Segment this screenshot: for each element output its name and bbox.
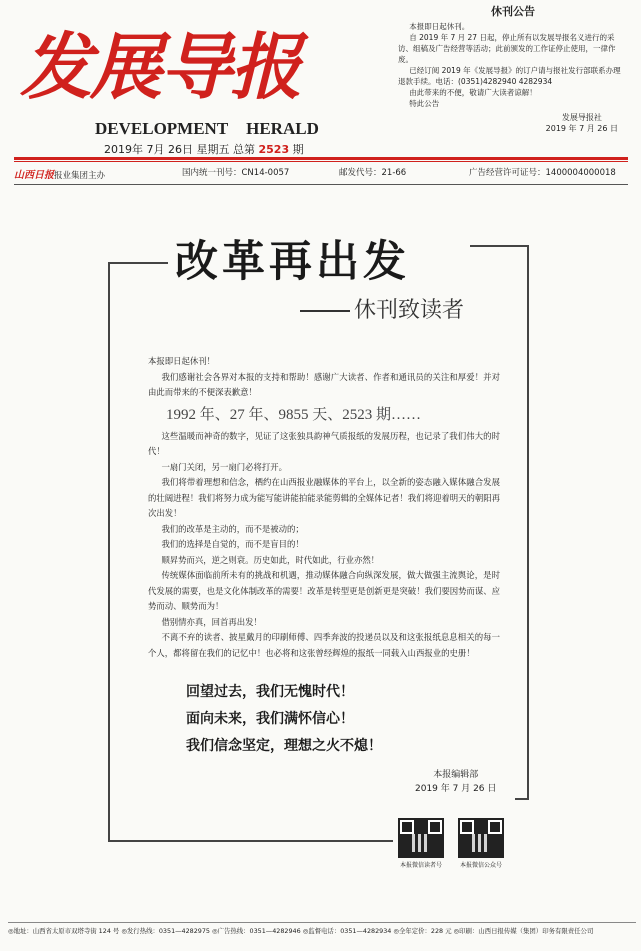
slogan: 我们信念坚定，理想之火不熄！	[186, 738, 382, 754]
frame-line	[108, 262, 168, 264]
article-subhead	[300, 293, 464, 324]
notice-signature	[546, 112, 618, 134]
masthead-title: 发展导报	[20, 24, 301, 109]
letter-paragraph: 一扇门关闭，另一扇门必将打开。	[161, 461, 288, 472]
notice-title: 休刊公告	[491, 5, 535, 18]
frame-line	[527, 245, 529, 800]
notice-line: 已经订阅 2019 年《发展导报》的订户请与报社发行部联系办理退款手续。电话：(0351)4282940 4282934	[398, 66, 621, 86]
notice-line: 自 2019 年 7 月 27 日起，停止所有以发展导报名义进行的采访、组稿及广告经营等活动；此前颁发的工作证停止使用，一律作废。	[398, 33, 616, 64]
date-line: 2019年 7月 26日 星期五 总第	[104, 143, 255, 156]
letter-paragraph: 顺昇势而兴，逆之则衰。历史如此，时代如此，行业亦然！	[161, 554, 380, 565]
article-headline: 改革再出发	[175, 237, 410, 287]
qr-box[interactable]	[456, 818, 506, 870]
info-rule	[14, 184, 628, 185]
footer: ◎地址：山西省太原市双塔寺街 124 号 ◎发行热线：0351—4282975 ◎广告热线：0351—4282946 ◎监督电话：0351—4282934 ◎全年定价：228 元 ◎印刷：山西日报传媒（集团）印务有限责任公司	[8, 922, 636, 940]
issue-suffix: 期	[292, 143, 304, 156]
letter-paragraph: 借别情亦真，回首再出发！	[161, 616, 262, 627]
issue-number: 2523	[258, 143, 290, 156]
notice-line: 由此带来的不便，敬请广大读者谅解！	[409, 88, 537, 97]
issue-line	[104, 141, 304, 157]
subhead-dash	[300, 310, 350, 312]
sponsor	[14, 166, 105, 181]
letter-paragraph: 这些温暖而神奇的数字，见证了这张独具韵神气质报纸的发展历程，也记录了我们伟大的时代！	[148, 430, 500, 456]
letter-highlight: 1992 年、27 年、9855 天、2523 期……	[166, 406, 422, 423]
masthead-rule-thin	[14, 161, 628, 162]
masthead-english-title: DEVELOPMENT HERALD	[95, 119, 319, 138]
frame-line	[470, 245, 529, 247]
letter-paragraph: 传统媒体面临前所未有的挑战和机遇，推动媒体融合向纵深发展，做大做强主流舆论，是时代发展的需要，也是文化体制改革的需要！改革是转型更是创新更是突破！我们要因势而谋、应势而动、顺势而为！	[148, 570, 500, 611]
letter-paragraph: 不离不弃的读者、披星戴月的印刷师傅、四季奔波的投递员以及和这张报纸息息相关的每一个人，都将留在我们的记忆中！也必将和这张曾经辉煌的报纸一同载入山西报业的史册！	[148, 632, 500, 658]
qr-caption: 本报微信公众号	[459, 862, 502, 869]
article-sign-name: 本报编辑部	[433, 770, 479, 780]
info-bar	[14, 166, 628, 180]
subhead-text: 休刊致读者	[354, 298, 465, 323]
notice-body	[358, 21, 628, 109]
slogans	[186, 679, 382, 760]
sponsor-text: 报业集团主办	[54, 171, 106, 181]
slogan: 面向未来，我们满怀信心！	[186, 711, 354, 727]
qr-caption: 本报微信读者号	[399, 862, 442, 869]
letter-paragraph: 我们将带着理想和信念，栖约在山西报业融媒体的平台上，以全新的姿态融入媒体融合发展的壮阔进程！我们将努力成为能写能讲能拍能录能剪辑的全媒体记者！我们将迎着明天的朝阳再次出发！	[148, 477, 500, 518]
frame-line	[108, 262, 110, 842]
suspension-notice	[358, 6, 628, 152]
notice-line: 特此公告	[409, 99, 440, 108]
letter-paragraph: 我们的选择是自觉的，而不是盲目的！	[161, 539, 304, 549]
letter-body	[148, 354, 500, 661]
masthead-rule	[14, 157, 628, 160]
notice-sign-name: 发展导报社	[561, 113, 602, 122]
letter-paragraph: 我们的改革是主动的，而不是被动的；	[161, 523, 304, 534]
notice-sign-date: 2019 年 7 月 26 日	[545, 124, 618, 133]
qr-code-icon[interactable]	[398, 818, 444, 858]
ad-license: 广告经营许可证号：1400004000018	[469, 168, 616, 178]
sponsor-brand-logo: 山西日报	[14, 170, 54, 181]
qr-box[interactable]	[396, 818, 446, 870]
cn-number: 国内统一刊号：CN14-0057	[182, 168, 290, 178]
article-sign-date: 2019 年 7 月 26 日	[415, 784, 497, 794]
letter-paragraph: 我们感谢社会各界对本报的支持和帮助！感谢广大读者、作者和通讯员的关注和厚爱！并对由此而带来的不便深表歉意！	[148, 371, 500, 397]
frame-line	[515, 798, 529, 800]
qr-code-icon[interactable]	[458, 818, 504, 858]
frame-line	[108, 840, 393, 842]
postal-code: 邮发代号：21-66	[339, 168, 407, 178]
letter-paragraph: 本报即日起休刊！	[148, 356, 215, 366]
qr-codes	[396, 818, 512, 878]
slogan: 回望过去，我们无愧时代！	[186, 684, 354, 700]
notice-line: 本报即日起休刊。	[409, 22, 470, 31]
article-signature	[415, 768, 496, 796]
